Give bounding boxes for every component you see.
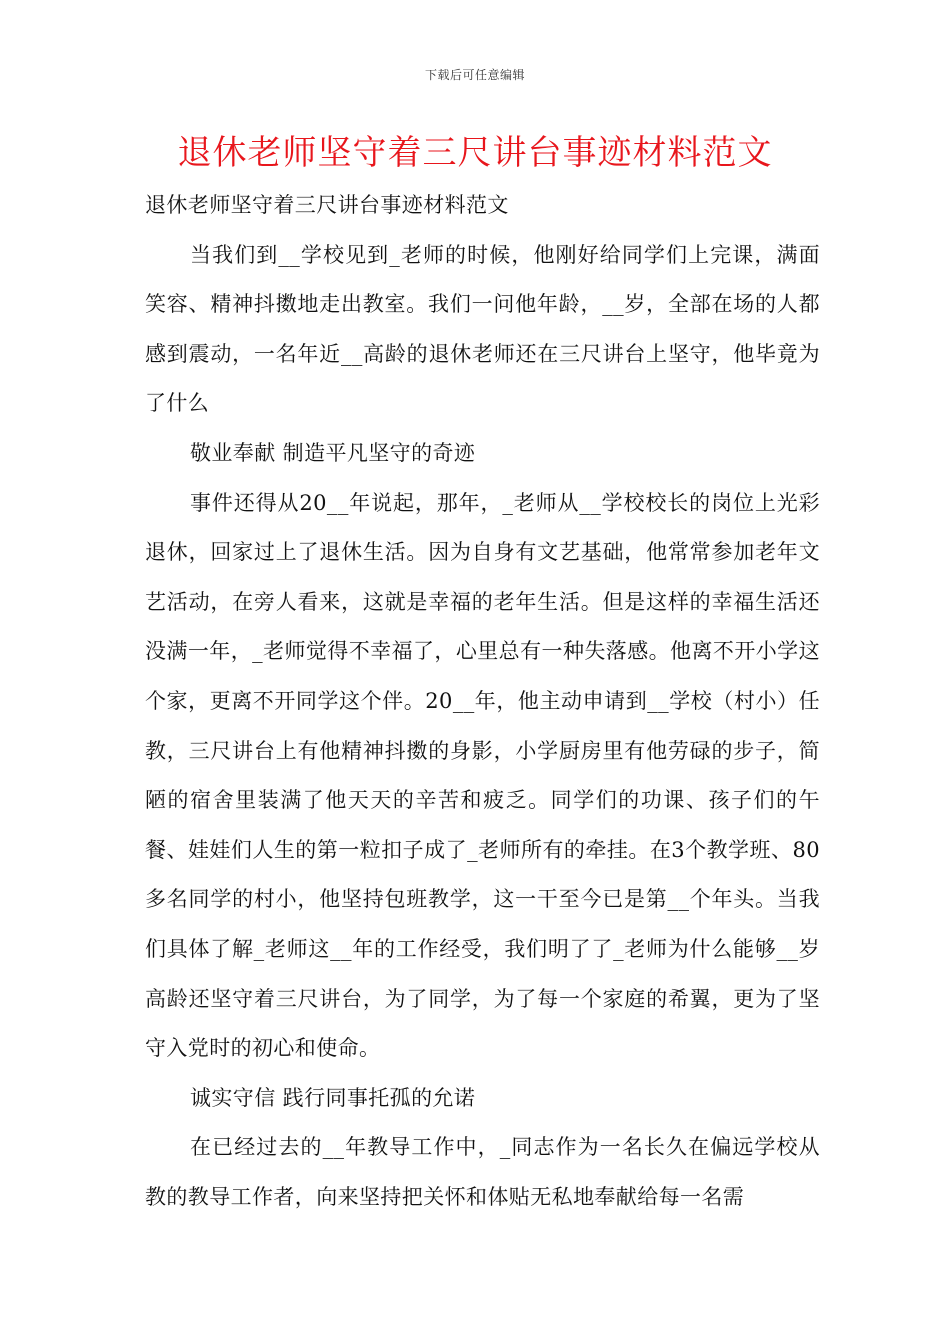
paragraph: 在已经过去的__年教导工作中，_同志作为一名长久在偏远学校从教的教导工作者，向来坚持把关怀和体贴无私地奉献给每一名需 [145, 1135, 820, 1209]
paragraph: 事件还得从20__年说起，那年，_老师从__学校校长的岗位上光彩退休，回家过上了退休生活。因为自身有文艺基础，他常常参加老年文艺活动，在旁人看来，这就是幸福的老年生活。但是这样的幸福生活还没满一年，_老师觉得不幸福了，心里总有一种失落感。他离不开小学这个家，更离不开同学这个伴。20__年，他主动申请到__学校（村小）任教，三尺讲台上有他精神抖擞的身影，小学厨房里有他劳碌的步子，简陋的宿舍里装满了他天天的辛苦和疲乏。同学们的功课、孩子们的午餐、娃娃们人生的第一粒扣子成了_老师所有的牵挂。在3个教学班、80多名同学的村小，他坚持包班教学，这一干至今已是第__个年头。当我们具体了解_老师这__年的工作经受，我们明了了_老师为什么能够__岁高龄还坚守着三尺讲台，为了同学，为了每一个家庭的希翼，更为了坚守入党时的初心和使命。 [145, 490, 820, 1061]
section-heading: 诚实守信 践行同事托孤的允诺 [190, 1085, 476, 1110]
page-header: 下载后可任意编辑 [424, 68, 525, 82]
subtitle-paragraph: 退休老师坚守着三尺讲台事迹材料范文 [145, 193, 509, 217]
document-title: 退休老师坚守着三尺讲台事迹材料范文 [177, 133, 773, 173]
paragraph: 当我们到__学校见到_老师的时候，他刚好给同学们上完课，满面笑容、精神抖擞地走出教室。我们一问他年龄，__岁，全部在场的人都感到震动，一名年近__高龄的退休老师还在三尺讲台上坚守，他毕竟为了什么 [145, 242, 820, 416]
document-body [145, 181, 820, 1222]
section-heading: 敬业奉献 制造平凡坚守的奇迹 [190, 440, 476, 465]
